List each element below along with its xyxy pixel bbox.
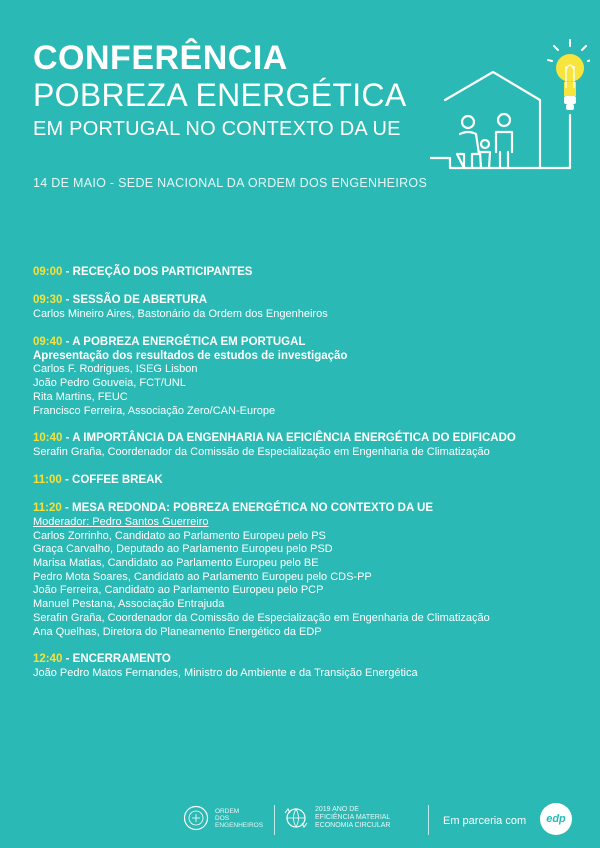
session-heading	[33, 265, 573, 280]
program-session	[33, 501, 573, 639]
globe-arrows-icon	[283, 805, 309, 831]
session-separator: -	[62, 266, 73, 278]
session-heading	[33, 431, 573, 446]
session-separator: -	[62, 653, 73, 666]
logo1-line: ENGENHEIROS	[215, 821, 264, 829]
session-time: 10:40	[33, 432, 63, 445]
session-title: SESSÃO DE ABERTURA	[72, 294, 208, 306]
title-conferencia: CONFERÊNCIA	[33, 39, 288, 77]
session-time: 09:40	[33, 335, 63, 348]
session-time: 11:00	[33, 473, 62, 486]
footer-divider	[428, 805, 429, 835]
house-family-bulb-illustration	[430, 30, 590, 180]
session-line: Apresentação dos resultados de estudos de investigação	[33, 349, 348, 362]
session-time: 12:40	[33, 653, 63, 666]
session-line: João Ferreira, Candidato ao Parlamento Europeu pelo PCP	[33, 584, 324, 597]
session-time: 09:00	[33, 266, 63, 278]
session-title: A POBREZA ENERGÉTICA EM PORTUGAL	[72, 335, 306, 348]
footer	[0, 795, 600, 848]
session-separator: -	[61, 501, 73, 514]
session-time: 09:30	[33, 294, 63, 306]
session-title: A IMPORTÂNCIA DA ENGENHARIA NA EFICIÊNCIA ENERGÉTICA DO EDIFICADO	[72, 432, 516, 445]
session-title: RECEÇÃO DOS PARTICIPANTES	[72, 266, 253, 278]
session-line: João Pedro Gouveia, FCT/UNL	[33, 377, 186, 390]
session-separator: -	[62, 432, 73, 445]
title-contexto: EM PORTUGAL NO CONTEXTO DA UE	[33, 118, 401, 140]
program-session	[33, 293, 573, 322]
session-heading	[33, 652, 573, 667]
ano-eficiencia-logo	[283, 805, 390, 831]
program-session	[33, 431, 573, 460]
session-line: Carlos F. Rodrigues, ISEG Lisbon	[33, 363, 198, 376]
logo2-line: 2019 ANO DE	[315, 806, 359, 813]
logo1-line: DOS	[215, 814, 230, 822]
session-line: Ana Quelhas, Diretora do Planeamento Energético da EDP	[33, 625, 322, 638]
session-separator: -	[62, 294, 73, 306]
program-list	[33, 265, 573, 694]
footer-divider	[274, 805, 275, 835]
program-session	[33, 473, 573, 488]
ordem-seal-icon	[183, 805, 209, 831]
session-separator: -	[62, 335, 73, 348]
session-line: Graça Carvalho, Deputado ao Parlamento Europeu pelo PSD	[33, 543, 333, 556]
session-heading	[33, 335, 573, 350]
logo1-line: ORDEM	[215, 807, 240, 815]
session-line: Rita Martins, FEUC	[33, 390, 128, 403]
session-line: Manuel Pestana, Associação Entrajuda	[33, 598, 225, 611]
session-title: MESA REDONDA: POBREZA ENERGÉTICA NO CONTEXTO DA UE	[72, 501, 434, 514]
session-line: Serafin Graña, Coordenador da Comissão de Especialização em Engenharia de Climatização	[33, 611, 490, 624]
session-line: Moderador: Pedro Santos Guerreiro	[33, 515, 209, 528]
program-session	[33, 335, 573, 419]
session-line: Francisco Ferreira, Associação Zero/CAN-Europe	[33, 404, 276, 417]
event-date-location: 14 DE MAIO - SEDE NACIONAL DA ORDEM DOS ENGENHEIROS	[33, 176, 428, 190]
session-heading	[33, 501, 573, 516]
program-session	[33, 652, 573, 681]
partner-label: Em parceria com	[443, 815, 527, 827]
session-line: Marisa Matias, Candidato ao Parlamento Europeu pelo BE	[33, 557, 319, 570]
session-separator: -	[61, 473, 73, 486]
session-line: Carlos Mineiro Aires, Bastonário da Ordem dos Engenheiros	[33, 308, 328, 320]
session-title: ENCERRAMENTO	[72, 653, 171, 666]
logo2-line: EFICIÊNCIA MATERIAL	[315, 814, 391, 821]
session-line: Carlos Zorrinho, Candidato ao Parlamento Europeu pelo PS	[33, 529, 326, 542]
bulb-icon	[548, 40, 590, 110]
session-time: 11:20	[33, 501, 62, 514]
edp-logo: edp	[540, 803, 572, 835]
session-line: João Pedro Matos Fernandes, Ministro do Ambiente e da Transição Energética	[33, 667, 418, 680]
ordem-engenheiros-logo	[183, 805, 263, 831]
title-pobreza: POBREZA ENERGÉTICA	[33, 77, 407, 113]
session-line: Serafin Graña, Coordenador da Comissão de Especialização em Engenharia de Climatização	[33, 446, 490, 459]
program-session	[33, 265, 573, 280]
session-line: Pedro Mota Soares, Candidato ao Parlamento Europeu pelo CDS-PP	[33, 570, 372, 583]
logo2-line: ECONOMIA CIRCULAR	[315, 822, 391, 829]
session-title: COFFEE BREAK	[72, 473, 163, 486]
session-heading	[33, 293, 573, 308]
session-heading	[33, 473, 573, 488]
header	[33, 40, 406, 140]
